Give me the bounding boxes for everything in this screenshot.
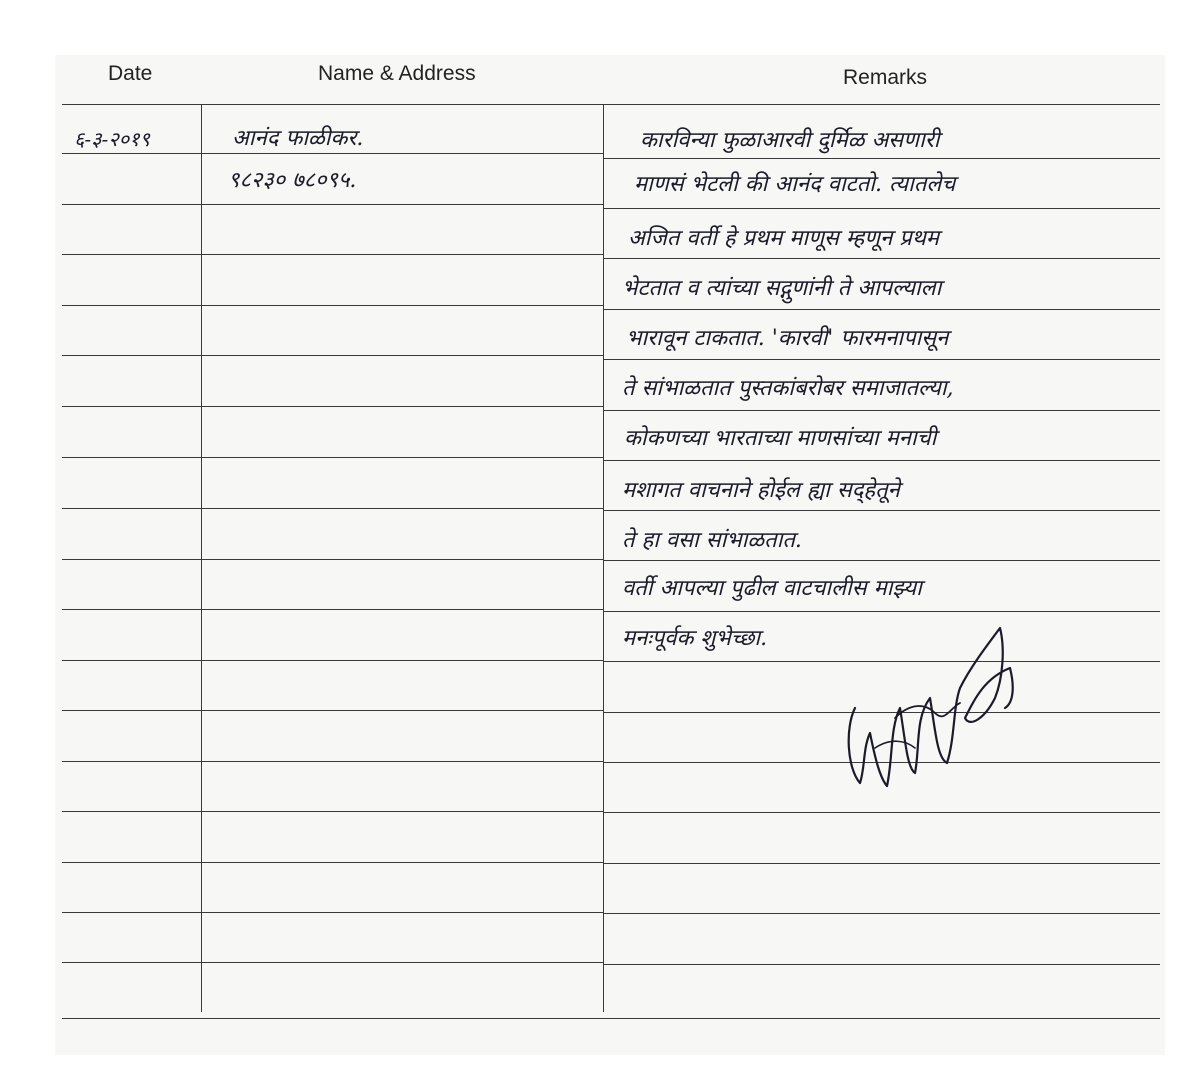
rule-line	[603, 560, 1160, 561]
rule-line	[603, 208, 1160, 209]
header-remarks: Remarks	[843, 66, 928, 89]
remarks-line: अजित वर्ती हे प्रथम माणूस म्हणून प्रथम	[628, 226, 940, 251]
rule-line	[603, 258, 1160, 259]
rule-line	[603, 913, 1160, 914]
rule-line	[62, 457, 603, 458]
entry-phone: ९८२३० ७८०९५.	[228, 168, 357, 193]
remarks-line: माणसं भेटली की आनंद वाटतो. त्यातलेच	[634, 172, 956, 197]
rule-line	[603, 104, 1160, 105]
column-divider-date	[201, 104, 202, 1012]
rule-line	[62, 508, 603, 509]
rule-line	[62, 204, 603, 205]
rule-line	[62, 355, 603, 356]
rule-line	[62, 912, 603, 913]
rule-line	[603, 460, 1160, 461]
remarks-line: ते सांभाळतात पुस्तकांबरोबर समाजातल्या,	[622, 376, 954, 401]
remarks-line: कारविन्या फुळाआरवी दुर्मिळ असणारी	[640, 128, 940, 153]
rule-line	[603, 410, 1160, 411]
rule-line	[62, 153, 603, 154]
rule-line	[62, 710, 603, 711]
header-date: Date	[108, 62, 153, 85]
rule-line	[62, 305, 603, 306]
remarks-line: भेटतात व त्यांच्या सद्गुणांनी ते आपल्याला	[622, 276, 942, 301]
remarks-line: मनःपूर्वक शुभेच्छा.	[622, 626, 768, 651]
rule-line	[62, 811, 603, 812]
remarks-line: कोकणच्या भारताच्या माणसांच्या मनाची	[624, 426, 937, 451]
remarks-line: ते हा वसा सांभाळतात.	[622, 528, 802, 553]
column-divider-remarks	[603, 104, 604, 1012]
rule-line	[62, 609, 603, 610]
rule-line	[603, 309, 1160, 310]
header-name-address: Name & Address	[318, 62, 476, 85]
rule-line	[603, 359, 1160, 360]
rule-line	[603, 510, 1160, 511]
entry-name: आनंद फाळीकर.	[232, 126, 364, 151]
rule-line	[603, 158, 1160, 159]
rule-line	[62, 660, 603, 661]
rule-line	[62, 104, 603, 105]
rule-line	[603, 863, 1160, 864]
paper-background	[55, 55, 1165, 1055]
remarks-line: वर्ती आपल्या पुढील वाटचालीस माझ्या	[622, 576, 922, 601]
rule-line	[603, 964, 1160, 965]
remarks-line: भारावून टाकतात. 'कारवी' फारमनापासून	[626, 326, 949, 351]
remarks-line: मशागत वाचनाने होईल ह्या सद्हेतूने	[622, 478, 900, 503]
signature	[835, 608, 1035, 808]
rule-line	[62, 962, 603, 963]
rule-line	[62, 761, 603, 762]
rule-line	[62, 406, 603, 407]
rule-line	[62, 254, 603, 255]
entry-date: ६-३-२०१९	[74, 127, 150, 151]
rule-line-bottom	[62, 1018, 1160, 1019]
rule-line	[62, 559, 603, 560]
rule-line	[603, 812, 1160, 813]
rule-line	[62, 862, 603, 863]
